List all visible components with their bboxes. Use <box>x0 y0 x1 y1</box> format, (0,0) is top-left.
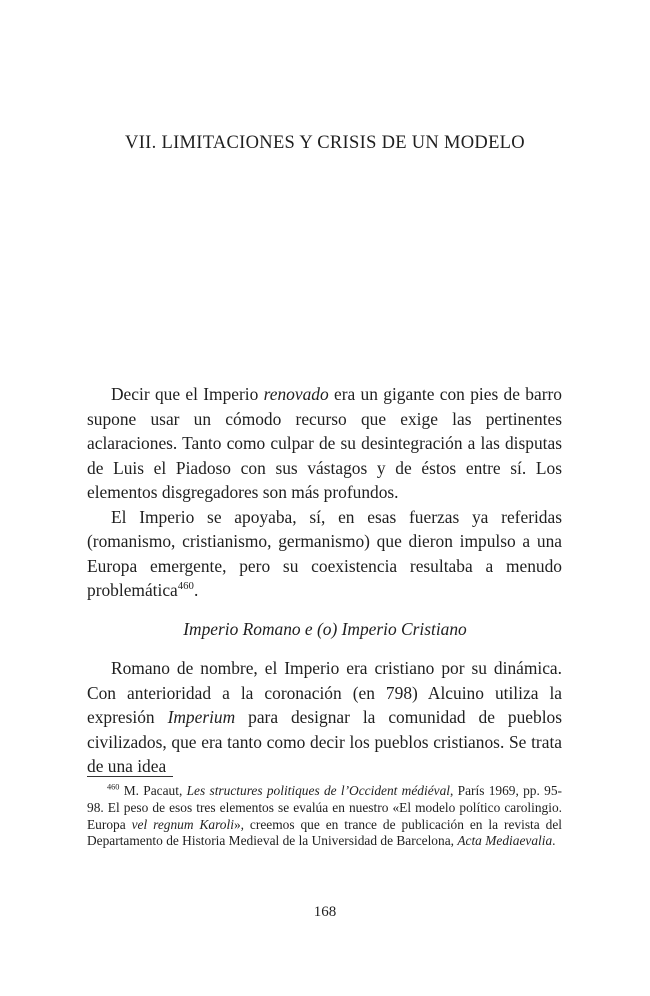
footnote-text: M. Pacaut, <box>119 783 187 798</box>
footnote-reference[interactable]: 460 <box>177 580 194 593</box>
paragraph <box>87 382 562 505</box>
paragraph-text: . <box>193 580 199 600</box>
emphasis: Imperium <box>167 707 236 727</box>
paragraph-text: Decir que el Imperio <box>111 384 264 404</box>
paragraph-text: Romano de nombre, el Imperio era cristiano por su dinámica. Con anterioridad a la coronación (en 798) Alcuino utiliza la expresión <box>87 658 562 727</box>
footnote-separator <box>87 776 173 777</box>
footnotes <box>87 783 562 850</box>
footnote-text: . <box>552 833 556 849</box>
section-heading: Imperio Romano e (o) Imperio Cristiano <box>183 619 467 639</box>
footnote-text: , París 1969, pp. 95-98. El peso de esos tres elementos se evalúa en nuestro «El modelo político carolingio. Europa <box>87 783 562 832</box>
paragraph <box>87 656 562 779</box>
chapter-title: VII. LIMITACIONES Y CRISIS DE UN MODELO <box>125 133 525 153</box>
paragraph <box>87 505 562 603</box>
body-text-section-2 <box>87 656 562 779</box>
footnote-emphasis: vel regnum Karoli <box>131 816 234 832</box>
footnote <box>87 783 562 850</box>
body-text-section-1 <box>87 382 562 603</box>
paragraph-text: para designar la comunidad de pueblos civilizados, que era tanto como decir los pueblos cristianos. Se trata de una idea <box>87 707 562 776</box>
footnote-journal: Acta Mediaevalia <box>457 833 553 849</box>
paragraph-text: El Imperio se apoyaba, sí, en esas fuerzas ya referidas (romanismo, cristianismo, germanismo) que dieron impulso a una Europa emergente, pero su coexistencia resultaba a menudo problemática <box>87 506 562 600</box>
footnote-text: », creemos que en trance de publicación en la revista del Departamento de Historia Medieval de la Universidad de Barcelona, <box>87 816 562 849</box>
page-number: 168 <box>313 904 337 920</box>
footnote-title: Les structures politiques de l’Occident médiéval <box>186 783 450 798</box>
footnote-number: 460 <box>107 782 120 792</box>
paragraph-text: era un gigante con pies de barro supone usar un cómodo recurso que exige las pertinentes aclaraciones. Tanto como culpar de su desintegración a las disputas de Luis el Piadoso con sus vástagos y de éstos entre sí. Los elementos disgregadores son más profundos. <box>87 384 562 502</box>
emphasis: renovado <box>263 384 329 404</box>
